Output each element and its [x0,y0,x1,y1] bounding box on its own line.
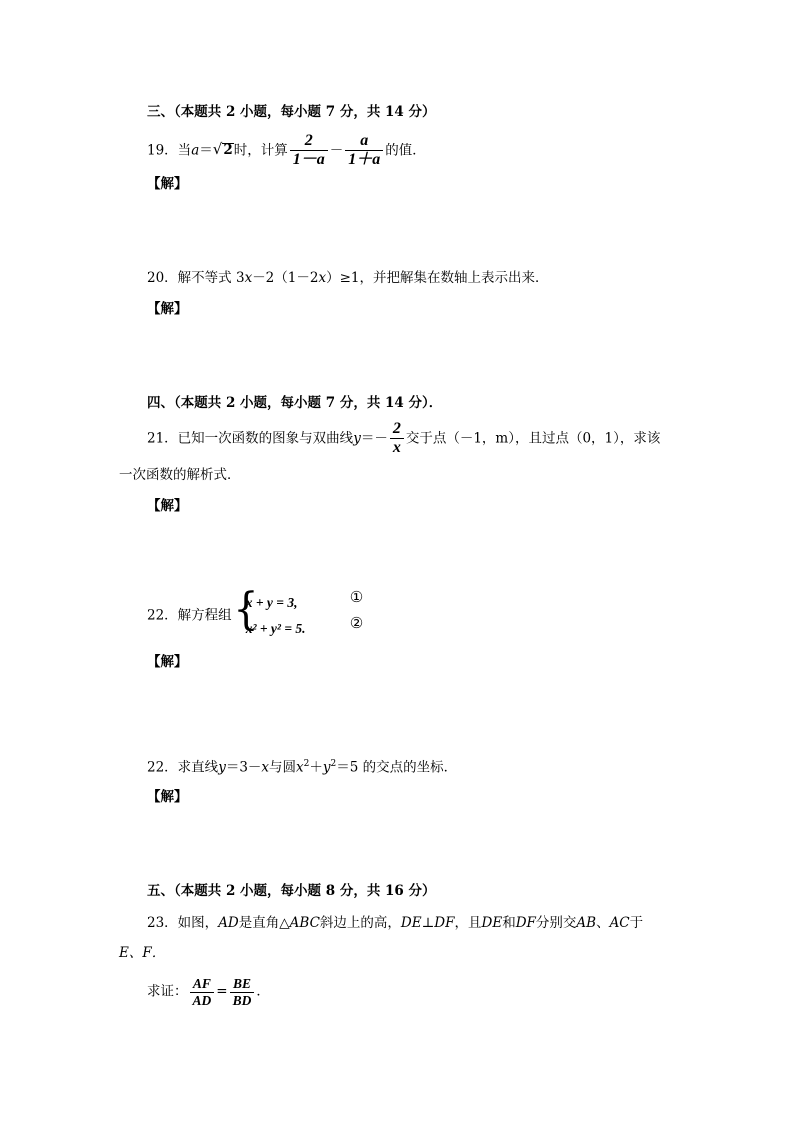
q19-answer-label: 【解】 [147,176,188,192]
q19-suffix: 的值． [385,142,426,159]
q19-f1-denominator: 1－a [292,151,325,169]
q20-suffix: ）≥1，并把解集在数轴上表示出来． [326,270,549,286]
q23-AD: AD [218,915,239,931]
q19-sqrt: √2 [212,140,233,159]
q23-DE2: DE [481,915,503,931]
q23-f2-denominator: BD [232,992,252,1008]
q23-DF2: DF [515,915,536,931]
section-5-title: 五、（本题共 2 小题，每小题 8 分，共 16 分） [147,883,436,899]
q19-minus: － [329,142,344,159]
q23-AC: AC [609,915,630,931]
q23-line-2: E、F． [119,945,166,961]
q19-f2-denominator: 1＋a [348,151,381,169]
q22b-var-x2: x [296,759,304,776]
q23-end: ． [256,983,270,1000]
q23-fraction-1 [190,976,215,1008]
q23-t7: 于 [629,915,644,931]
question-22b: 22．求直线y＝3－x与圆$x^2+y^2=5$ 的交点的坐标． [147,759,458,776]
q19-prefix: 19．当 [147,142,192,159]
q22a-prefix: 22．解方程组 [147,607,232,624]
q23-DF: DF [434,915,455,931]
system-row-2 [245,614,364,642]
q23-t5: 分别交 [535,915,577,931]
q23-ABC: ABC [289,915,320,931]
q20-prefix: 20．解不等式 3 [147,270,245,286]
question-22a [147,584,364,642]
q19-fraction-1 [290,132,328,170]
question-21 [147,420,660,458]
q23-t6: 、 [596,915,610,931]
q20-var-x2: x [318,270,327,286]
q19-eq: ＝ [199,142,213,159]
question-23 [147,917,643,931]
q23-AB: AB [576,915,597,931]
section-3-title: 三、（本题共 2 小题，每小题 7 分，共 14 分） [147,104,436,120]
q23-f1-numerator: AF [190,976,215,993]
q22b-prefix: 22．求直线 [147,759,219,776]
q19-mid: 时，计算 [233,142,288,159]
q22b-var-y2: y [322,759,331,776]
q21-line-2: 一次函数的解析式． [119,467,241,483]
q23-t3: ，且 [454,915,482,931]
q21-var-y: y [353,430,361,447]
q20-mid: －2（1－2 [252,270,319,286]
q23-perp: ⊥ [421,915,435,931]
q23-t1: 是直角△ [238,915,290,931]
q19-fraction-2 [345,132,383,170]
q21-prefix: 21．已知一次函数的图象与双曲线 [147,430,354,447]
q21-fraction [390,420,404,458]
question-20 [147,272,549,286]
q23-prefix: 23．如图， [147,915,219,931]
marker-2: ② [349,614,364,632]
system-eq-2: x² + y² = 5. [245,621,306,636]
system-brace: { [233,584,259,635]
q21-answer-label: 【解】 [147,498,188,514]
q19-var-a: a [191,142,200,159]
section-4-title: 四、（本题共 2 小题，每小题 7 分，共 14 分）． [147,395,443,411]
q22b-mid2: 与圆 [269,759,297,776]
q23-eq: = [216,983,228,1000]
q23-prove-label: 求证： [147,983,188,1000]
q22b-var-y: y [218,759,226,776]
system-eq-1: x + y = 3, [245,595,298,610]
q22b-suffix: ＝5 的交点的坐标． [336,759,458,776]
q21-suffix: 交于点（－1，m），且过点（0，1），求该 [405,430,661,447]
question-19 [147,132,426,170]
system-row-1 [245,588,364,616]
q22a-answer-label: 【解】 [147,654,188,670]
q23-DE: DE [400,915,422,931]
equation-system [232,584,364,642]
q23-t4: 和 [502,915,516,931]
marker-1: ① [349,588,364,606]
q23-prove [147,976,270,1008]
q22b-mid1: ＝3－ [225,759,262,776]
q20-var-x1: x [244,270,253,286]
q22b-plus: ＋ [309,759,323,776]
q19-sqrt-value: 2 [223,142,233,159]
q19-f1-numerator: 2 [290,132,328,151]
q23-f1-denominator: AD [192,992,212,1008]
q21-eq: ＝－ [360,430,388,447]
q23-fraction-2 [230,976,255,1008]
q20-answer-label: 【解】 [147,301,188,317]
q21-f-numerator: 2 [390,420,404,439]
q22b-var-x: x [261,759,270,776]
q22b-answer-label: 【解】 [147,789,188,805]
q19-f2-numerator: a [345,132,383,151]
q21-f-denominator: x [392,439,401,457]
q23-f2-numerator: BE [230,976,255,993]
q23-t2: 斜边上的高， [319,915,401,931]
